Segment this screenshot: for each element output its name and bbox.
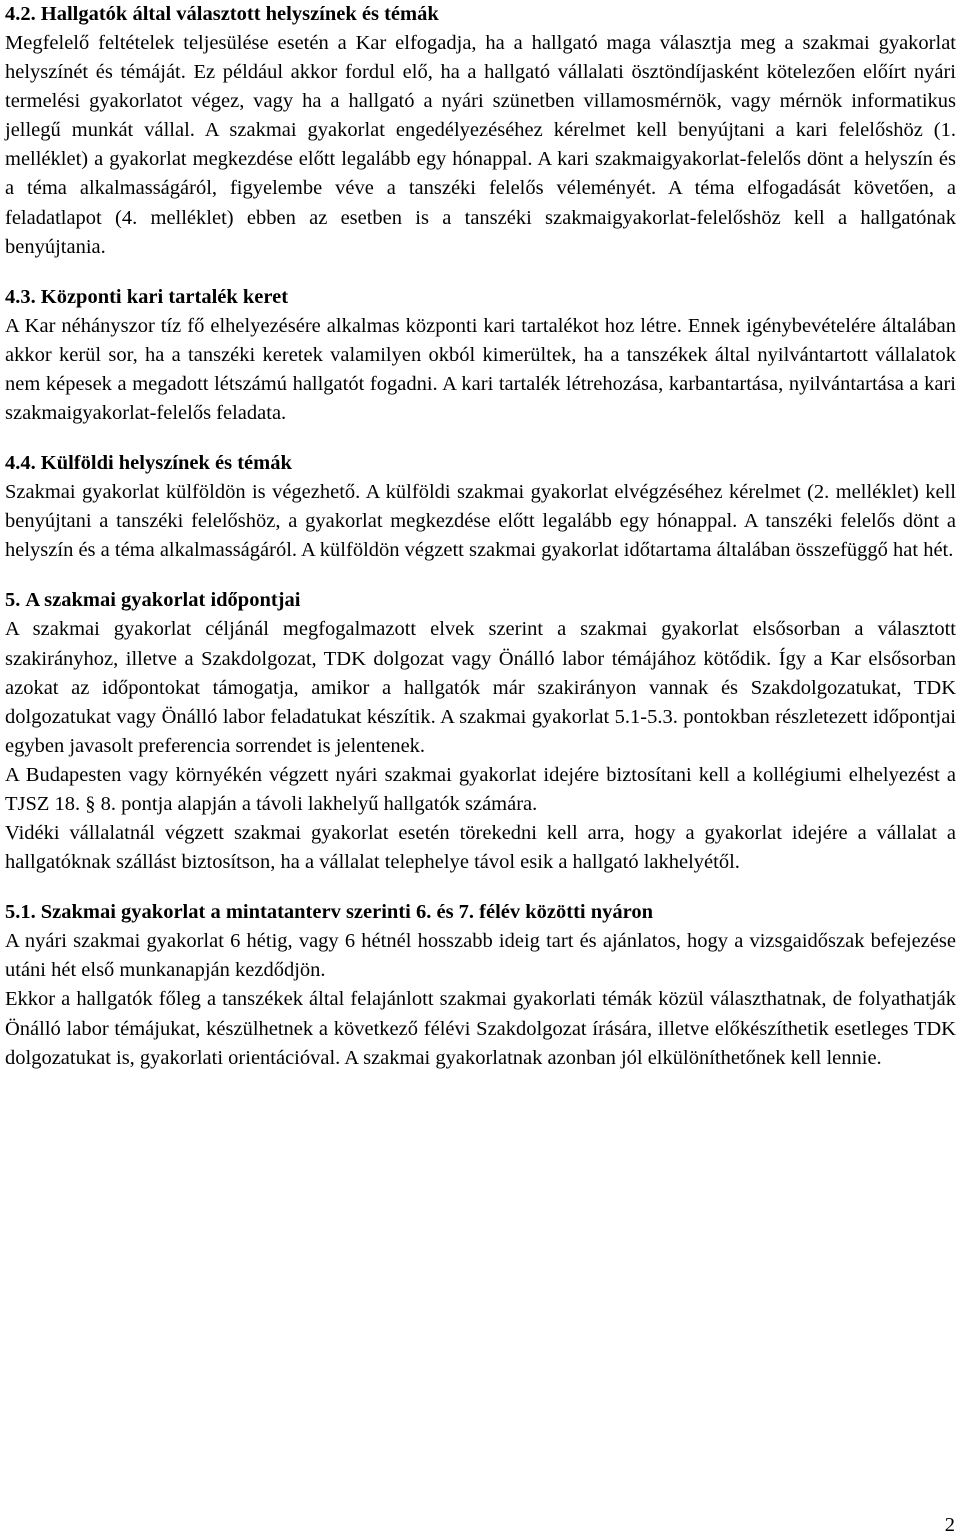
section-number: 4.4.: [5, 452, 36, 475]
paragraph: A szakmai gyakorlat céljánál megfogalmazott elvek szerint a szakmai gyakorlat elsősorban a választott szakirányhoz, illetve a Szakdolgozat, TDK dolgozat vagy Önálló labor témájához kötődik. Így a Kar elsősorban azokat az időpontokat támogatja, amikor a hallgatók már szakirányon vannak és Szakdolgozatukat, TDK dolgozatukat vagy Önálló labor feladatukat készítik. A szakmai gyakorlat 5.1-5.3. pontokban részletezett időpontjai egyben javasolt preferencia sorrendet is jelentenek.: [5, 618, 956, 757]
paragraph: Vidéki vállalatnál végzett szakmai gyakorlat esetén törekedni kell arra, hogy a gyakorlat idejére a vállalat a hallgatóknak szállást biztosítson, ha a vállalat telephelye távol esik a hallgató lakhelyétől.: [5, 822, 956, 874]
paragraph: Megfelelő feltételek teljesülése esetén a Kar elfogadja, ha a hallgató maga választja meg a szakmai gyakorlat helyszínét és témáját. Ez például akkor fordul elő, ha a hallgató vállalati ösztöndíjasként kötelezően előírt nyári termelési gyakorlatot végez, vagy ha a hallgató a nyári szünetben villamosmérnök, vagy mérnök informatikus jellegű munkát vállal. A szakmai gyakorlat engedélyezéséhez kérelmet kell benyújtani a kari felelőshöz (1. melléklet) a gyakorlat megkezdése előtt legalább egy hónappal. A kari szakmaigyakorlat-felelős dönt a helyszín és a téma alkalmasságáról, figyelembe véve a tanszéki felelős véleményét. A téma elfogadását követően, a feladatlapot (4. melléklet) ebben az esetben is a tanszéki szakmaigyakorlat-felelőshöz kell a hallgatónak benyújtania.: [5, 32, 956, 258]
paragraph: A nyári szakmai gyakorlat 6 hétig, vagy 6 hétnél hosszabb ideig tart és ajánlatos, hogy a vizsgaidőszak befejezése utáni hét első munkanapján kezdődjön.: [5, 930, 956, 982]
paragraph: Szakmai gyakorlat külföldön is végezhető. A külföldi szakmai gyakorlat elvégzéséhez kérelmet (2. melléklet) kell benyújtani a tanszéki felelőshöz, a gyakorlat megkezdése előtt legalább egy hónappal. A tanszéki felelős dönt a helyszín és a téma alkalmasságáról. A külföldön végzett szakmai gyakorlat időtartama általában összefüggő hat hét.: [5, 481, 956, 562]
section-number: 4.2.: [5, 3, 36, 25]
page-number: 2: [944, 1514, 955, 1536]
section-heading: [5, 0, 956, 29]
section-number: 5.: [5, 589, 21, 612]
section-title: A szakmai gyakorlat időpontjai: [25, 589, 301, 612]
section-5-1: [5, 898, 956, 1072]
section-title: Központi kari tartalék keret: [40, 285, 289, 308]
paragraph: A Budapesten vagy környékén végzett nyári szakmai gyakorlat idejére biztosítani kell a kollégiumi elhelyezést a TJSZ 18. § 8. pontja alapján a távoli lakhelyű hallgatók számára.: [5, 763, 956, 815]
document-page: [5, 0, 956, 1073]
section-title: Hallgatók által választott helyszínek és témák: [40, 3, 439, 25]
section-4-4: [5, 449, 956, 565]
section-4-2: [5, 0, 956, 262]
section-heading: [5, 898, 956, 927]
section-title: Szakmai gyakorlat a mintatanterv szerinti 6. és 7. félév közötti nyáron: [40, 901, 654, 924]
section-heading: [5, 586, 956, 615]
section-title: Külföldi helyszínek és témák: [40, 452, 292, 475]
section-4-3: [5, 283, 956, 428]
paragraph: A Kar néhányszor tíz fő elhelyezésére alkalmas központi kari tartalékot hoz létre. Ennek igénybevételére általában akkor kerül sor, ha a tanszéki keretek valamilyen okból kimerültek, ha a tanszékek által nyilvántartott vállalatok nem képesek a megadott létszámú hallgatót fogadni. A kari tartalék létrehozása, karbantartása, nyilvántartása a kari szakmaigyakorlat-felelős feladata.: [5, 314, 956, 425]
section-heading: [5, 283, 956, 312]
section-heading: [5, 449, 956, 478]
section-number: 4.3.: [5, 285, 36, 308]
paragraph: Ekkor a hallgatók főleg a tanszékek által felajánlott szakmai gyakorlati témák közül választhatnak, de folyathatják Önálló labor témájukat, készülhetnek a következő félévi Szakdolgozat írására, illetve előkészíthetik esetleges TDK dolgozatukat is, gyakorlati orientációval. A szakmai gyakorlatnak azonban jól elkülöníthetőnek kell lennie.: [5, 988, 956, 1069]
section-5: [5, 586, 956, 877]
section-number: 5.1.: [5, 901, 36, 924]
